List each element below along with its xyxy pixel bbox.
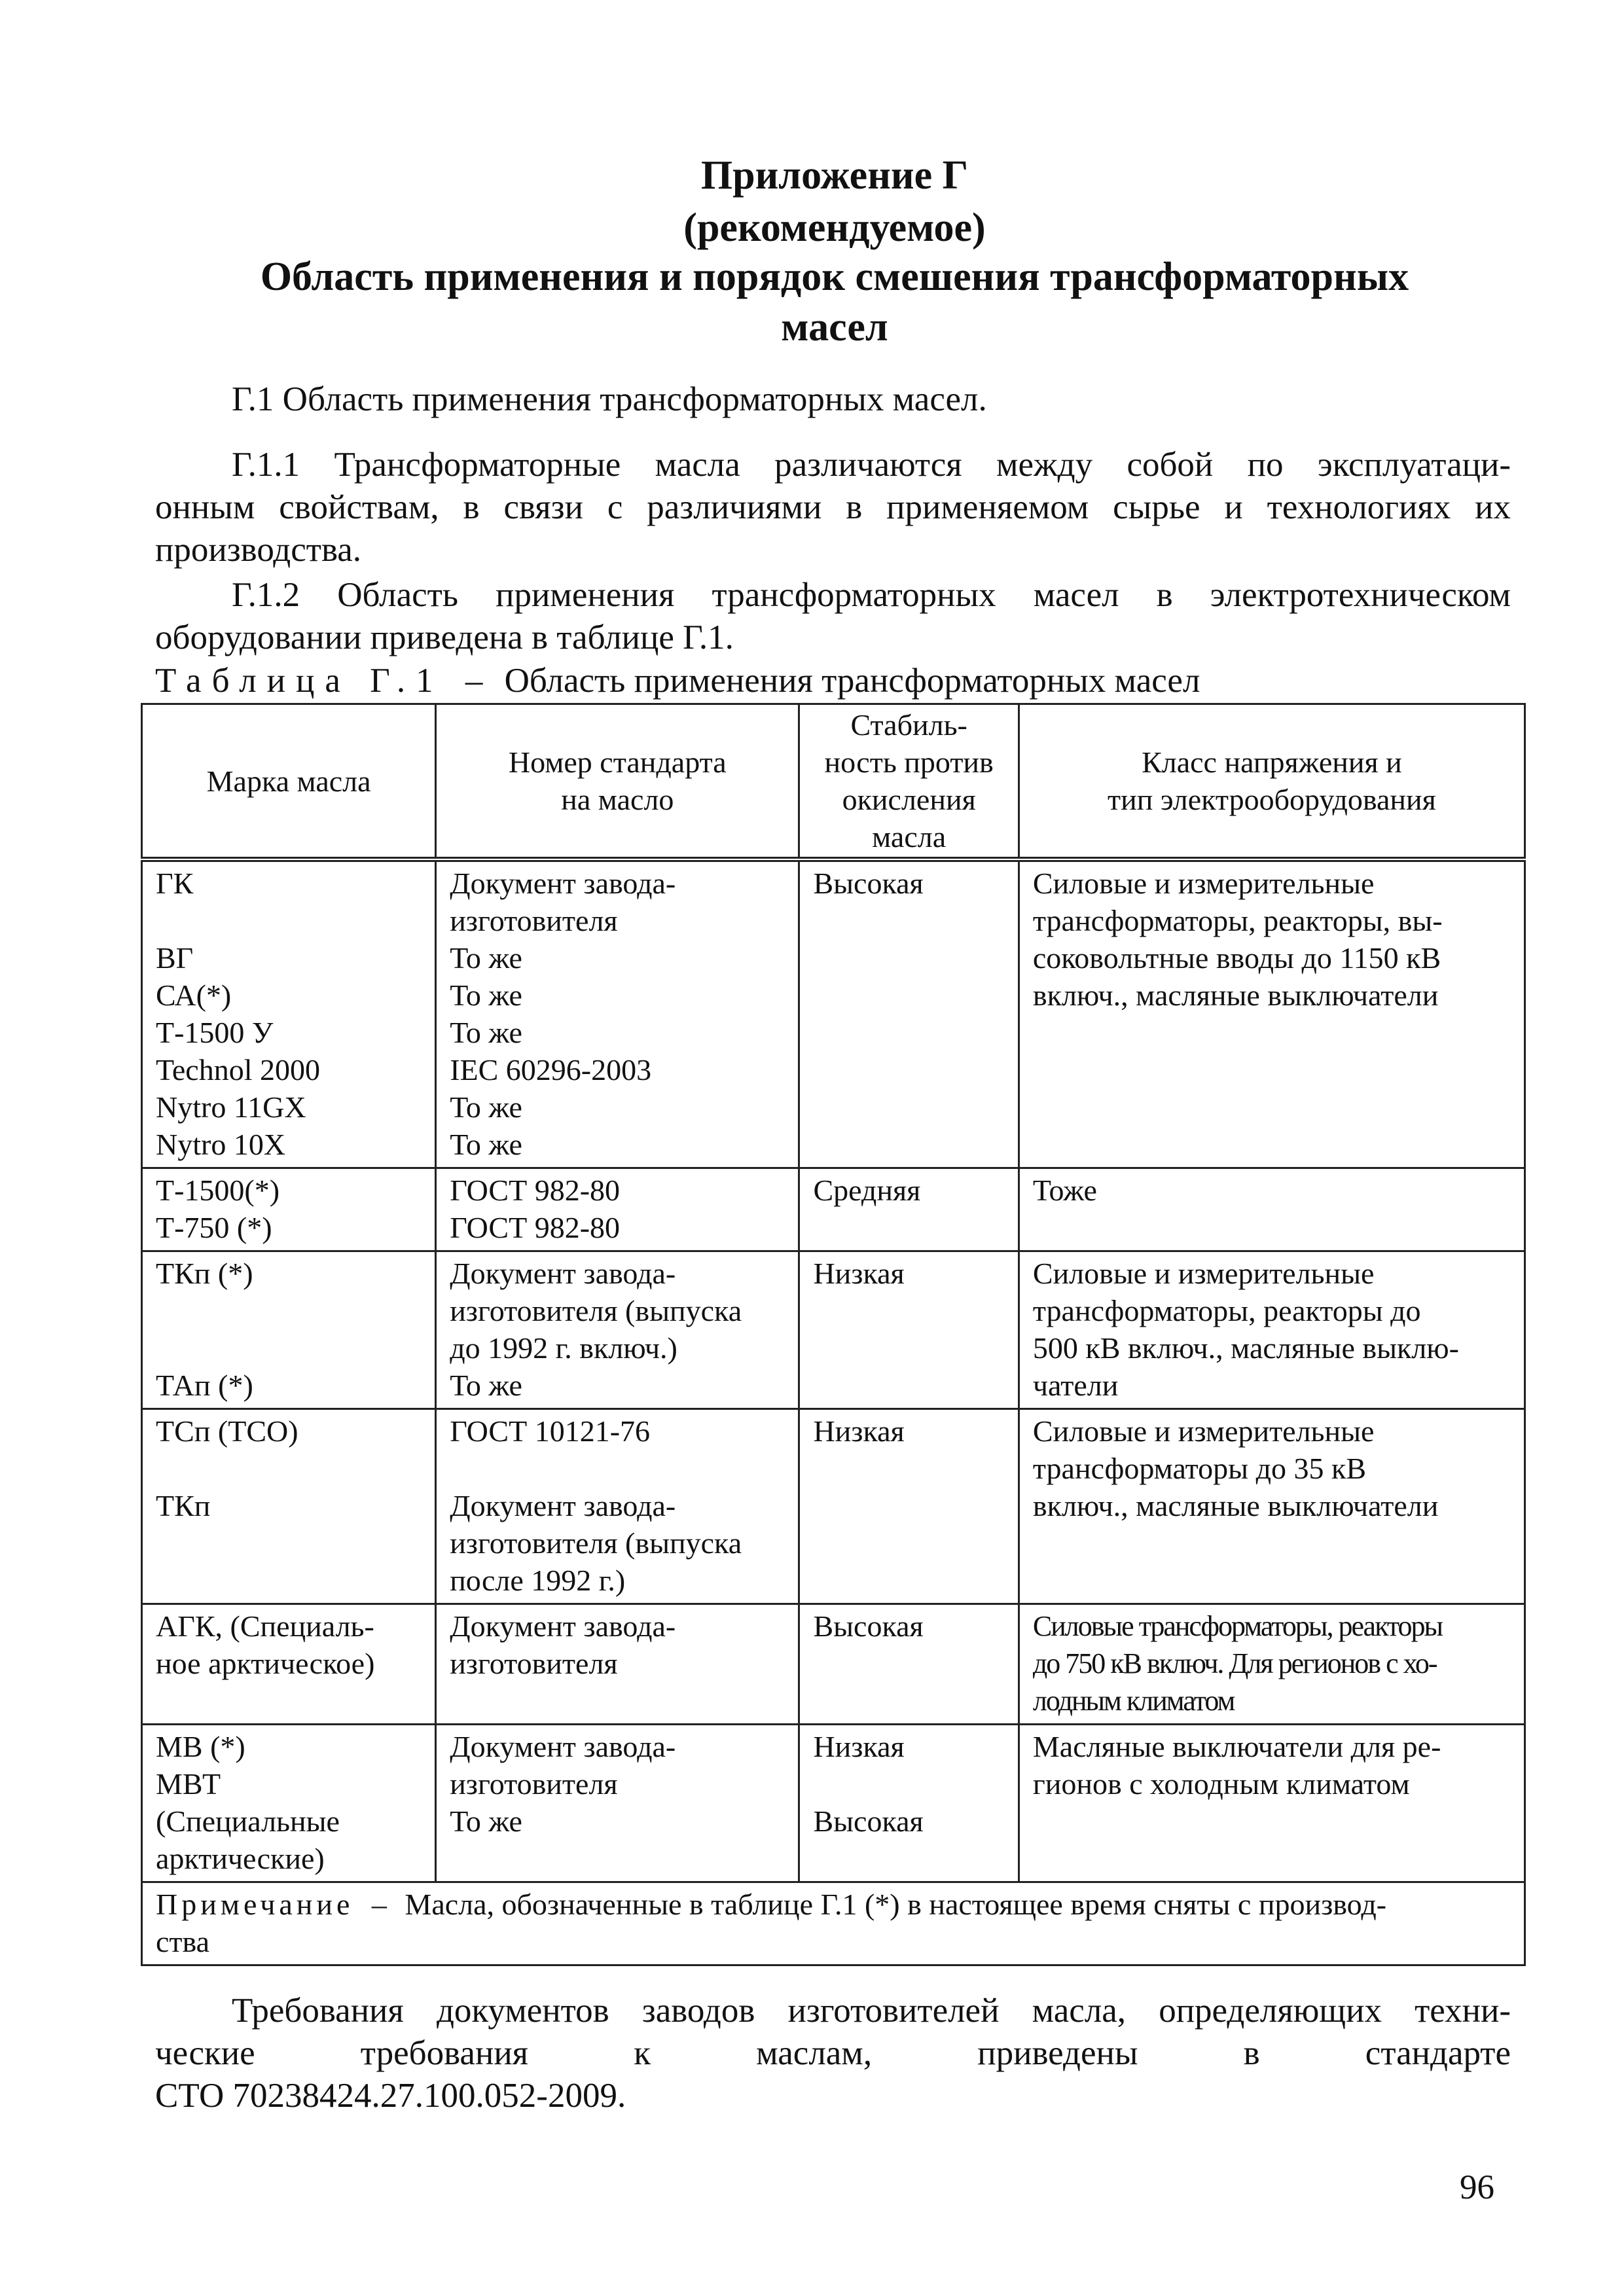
cell-brand: [142, 1251, 436, 1409]
standard-line: изготовителя: [450, 1767, 618, 1801]
section-g11-line-3: производства.: [155, 531, 362, 569]
standard-line: Документ завода-: [450, 1489, 676, 1522]
section-g12-line-1: Г.1.2 Область применения трансформаторных масел в электротехническом: [232, 576, 1511, 614]
brand-line: (Специальные: [156, 1804, 340, 1838]
standard-line: Документ завода-: [450, 1257, 676, 1290]
brand-line: [156, 1292, 425, 1329]
header-stability: Стабиль- ность против окисления масла: [799, 704, 1019, 860]
brand-line: [156, 1329, 425, 1367]
application-line: лодным климатом: [1032, 1685, 1235, 1717]
cell-standard: [436, 1604, 799, 1725]
section-g11-line-1: Г.1.1 Трансформаторные масла различаются между собой по эксплуатаци-: [232, 446, 1511, 484]
table-note: [142, 1882, 1525, 1965]
cell-brand: [142, 1725, 436, 1882]
brand-line: Technol 2000: [156, 1053, 321, 1086]
cell-brand: [142, 1168, 436, 1251]
table-row: [142, 1251, 1525, 1409]
standard-line: То же: [450, 1128, 522, 1161]
brand-line: ТАп (*): [156, 1369, 253, 1402]
oil-application-table: [141, 703, 1526, 1966]
cell-standard: [436, 1409, 799, 1604]
table-row: [142, 1725, 1525, 1882]
brand-line: Nytro 11GX: [156, 1090, 306, 1124]
application-line: до 750 кВ включ. Для регионов с хо-: [1032, 1647, 1437, 1679]
appendix-title: Приложение Г: [700, 153, 969, 198]
brand-line: [156, 902, 425, 939]
stability-line: Низкая: [813, 1730, 905, 1763]
brand-line: СА(*): [156, 978, 232, 1012]
stability-line: Низкая: [813, 1257, 905, 1290]
application-line: Силовые и измерительные: [1032, 867, 1375, 900]
section-g11: [155, 444, 1511, 571]
appendix-subject-line-1: Область применения и порядок смешения трансформаторных: [260, 255, 1409, 299]
application-line: Тоже: [1032, 1174, 1097, 1207]
standard-line: изготовителя (выпуска: [450, 1294, 742, 1327]
stability-line: Высокая: [813, 1609, 924, 1643]
standard-line: Документ завода-: [450, 1730, 676, 1763]
standard-line: [450, 1450, 789, 1487]
table-row: [142, 1409, 1525, 1604]
standard-line: То же: [450, 1369, 522, 1402]
cell-application: [1019, 1409, 1525, 1604]
brand-line: ное арктическое): [156, 1647, 375, 1680]
cell-stability: [799, 859, 1019, 1168]
brand-line: [156, 1450, 425, 1487]
standard-line: ГОСТ 982-80: [450, 1174, 621, 1207]
cell-brand: [142, 859, 436, 1168]
standard-line: ГОСТ 982-80: [450, 1211, 621, 1244]
cell-stability: [799, 1168, 1019, 1251]
cell-application: [1019, 1168, 1525, 1251]
brand-line: МВТ: [156, 1767, 221, 1801]
brand-line: Nytro 10X: [156, 1128, 286, 1161]
brand-line: АГК, (Специаль-: [156, 1609, 374, 1643]
header-brand: Марка масла: [142, 704, 436, 860]
brand-line: Т-750 (*): [156, 1211, 272, 1244]
standard-line: после 1992 г.): [450, 1564, 626, 1597]
cell-standard: [436, 1251, 799, 1409]
application-line: включ., масляные выключатели: [1032, 978, 1439, 1012]
cell-standard: [436, 859, 799, 1168]
standard-line: Документ завода-: [450, 867, 676, 900]
standard-line: То же: [450, 978, 522, 1012]
table-caption: [155, 660, 1200, 702]
application-line: трансформаторы, реакторы до: [1032, 1294, 1421, 1327]
application-line: гионов с холодным климатом: [1032, 1767, 1410, 1801]
standard-line: IEC 60296-2003: [450, 1053, 652, 1086]
closing-line-1: Требования документов заводов изготовителей масла, определяющих техни-: [232, 1992, 1511, 2030]
stability-line: [813, 1765, 1008, 1803]
section-g12-line-2: оборудовании приведена в таблице Г.1.: [155, 619, 734, 656]
application-line: трансформаторы, реакторы, вы-: [1032, 904, 1443, 937]
note-label: Примечание: [156, 1888, 354, 1921]
standard-line: изготовителя: [450, 904, 618, 937]
standard-line: ГОСТ 10121-76: [450, 1414, 651, 1448]
table-caption-title: Область применения трансформаторных масел: [504, 662, 1200, 700]
application-line: Силовые трансформаторы, реакторы: [1032, 1610, 1443, 1642]
cell-stability: [799, 1409, 1019, 1604]
cell-application: [1019, 1251, 1525, 1409]
section-g1-text: Г.1 Область применения трансформаторных масел.: [232, 380, 987, 418]
table-row: [142, 1604, 1525, 1725]
application-line: включ., масляные выключатели: [1032, 1489, 1439, 1522]
application-line: Масляные выключатели для ре-: [1032, 1730, 1441, 1763]
standard-line: То же: [450, 1090, 522, 1124]
closing-line-2: ческие требования к маслам, приведены в стандарте: [155, 2034, 1511, 2072]
standard-line: То же: [450, 1804, 522, 1838]
table-note-row: [142, 1882, 1525, 1965]
cell-application: [1019, 1725, 1525, 1882]
cell-standard: [436, 1168, 799, 1251]
brand-line: ТКп: [156, 1489, 211, 1522]
cell-brand: [142, 1409, 436, 1604]
stability-line: Высокая: [813, 1804, 924, 1838]
cell-standard: [436, 1725, 799, 1882]
section-g12: [155, 574, 1511, 659]
brand-line: Т-1500 У: [156, 1016, 274, 1049]
header-standard: Номер стандарта на масло: [436, 704, 799, 860]
brand-line: ВГ: [156, 941, 194, 975]
closing-line-3: СТО 70238424.27.100.052-2009.: [155, 2077, 626, 2115]
brand-line: ТКп (*): [156, 1257, 253, 1290]
cell-brand: [142, 1604, 436, 1725]
application-line: 500 кВ включ., масляные выклю-: [1032, 1331, 1459, 1365]
standard-line: изготовителя: [450, 1647, 618, 1680]
standard-line: Документ завода-: [450, 1609, 676, 1643]
section-g1: [155, 378, 1511, 421]
table-header-row: [142, 704, 1525, 860]
application-line: трансформаторы до 35 кВ: [1032, 1452, 1367, 1485]
section-g11-line-2: онным свойствам, в связи с различиями в применяемом сырье и технологиях их: [155, 488, 1511, 526]
table-caption-label: Таблица Г.1: [155, 662, 444, 700]
application-line: Силовые и измерительные: [1032, 1257, 1375, 1290]
note-text-line-1: Масла, обозначенные в таблице Г.1 (*) в настоящее время сняты с производ-: [405, 1888, 1387, 1921]
cell-application: [1019, 859, 1525, 1168]
brand-line: арктические): [156, 1842, 325, 1875]
header-voltage-class: Класс напряжения и тип электрооборудования: [1019, 704, 1525, 860]
standard-line: То же: [450, 941, 522, 975]
stability-line: Низкая: [813, 1414, 905, 1448]
brand-line: ТСп (ТСО): [156, 1414, 298, 1448]
application-line: Силовые и измерительные: [1032, 1414, 1375, 1448]
brand-line: ГК: [156, 867, 194, 900]
cell-stability: [799, 1604, 1019, 1725]
page-number: 96: [1460, 2168, 1494, 2206]
standard-line: изготовителя (выпуска: [450, 1526, 742, 1560]
closing-paragraph: [155, 1990, 1511, 2117]
table-row: [142, 1168, 1525, 1251]
brand-line: МВ (*): [156, 1730, 245, 1763]
note-dash: –: [371, 1888, 387, 1921]
appendix-status: (рекомендуемое): [683, 206, 986, 250]
cell-stability: [799, 1725, 1019, 1882]
table-caption-dash: –: [465, 662, 483, 700]
note-text-line-2: ства: [156, 1925, 210, 1958]
cell-stability: [799, 1251, 1019, 1409]
table-row: [142, 859, 1525, 1168]
application-line: чатели: [1032, 1369, 1119, 1402]
application-line: соковольтные вводы до 1150 кВ: [1032, 941, 1441, 975]
appendix-subject-line-2: масел: [781, 305, 888, 350]
brand-line: Т-1500(*): [156, 1174, 280, 1207]
cell-application: [1019, 1604, 1525, 1725]
stability-line: Высокая: [813, 867, 924, 900]
standard-line: до 1992 г. включ.): [450, 1331, 677, 1365]
stability-line: Средняя: [813, 1174, 921, 1207]
standard-line: То же: [450, 1016, 522, 1049]
